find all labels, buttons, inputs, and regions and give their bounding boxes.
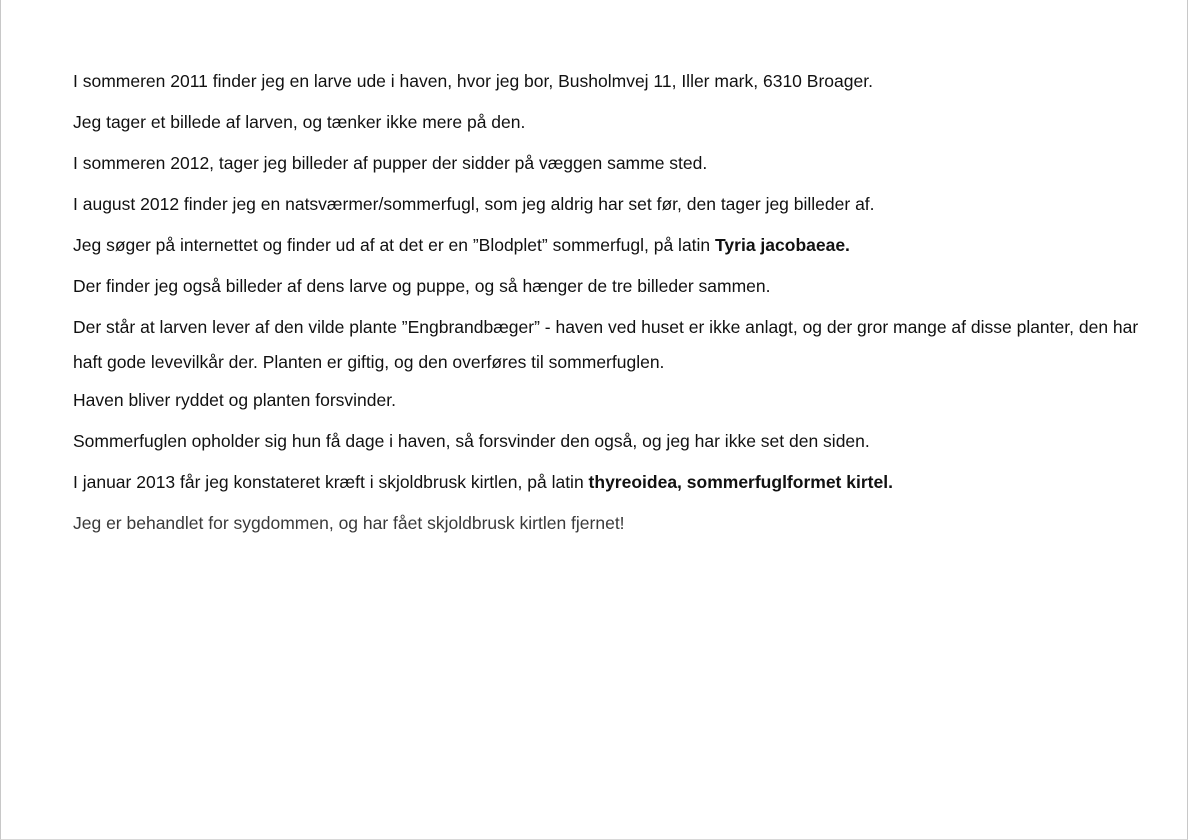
paragraph-2: Jeg tager et billede af larven, og tænker ikke mere på den.	[73, 112, 526, 132]
paragraph-3: I sommeren 2012, tager jeg billeder af pupper der sidder på væggen samme sted.	[73, 153, 708, 173]
paragraph-4: I august 2012 finder jeg en natsværmer/sommerfugl, som jeg aldrig har set før, den tager jeg billeder af.	[73, 194, 875, 214]
paragraph-5: Jeg søger på internettet og finder ud af at det er en ”Blodplet” sommerfugl, på latin Tyria jacobaeae.	[73, 235, 850, 255]
paragraph-8: Haven bliver ryddet og planten forsvinder.	[73, 390, 396, 410]
paragraph-10: I januar 2013 får jeg konstateret kræft i skjoldbrusk kirtlen, på latin thyreoidea, sommerfuglformet kirtel.	[73, 472, 893, 492]
latin-name-butterfly: Tyria jacobaeae.	[715, 235, 850, 255]
paragraph-7: Der står at larven lever af den vilde plante ”Engbrandbæger” - haven ved huset er ikke anlagt, og der gror mange af disse planter, den har haft gode levevilkår der. Planten er giftig, og den overføres til sommerfuglen.	[73, 317, 1139, 372]
document-body	[73, 68, 1153, 551]
latin-name-gland: thyreoidea, sommerfuglformet kirtel.	[588, 472, 893, 492]
paragraph-9: Sommerfuglen opholder sig hun få dage i haven, så forsvinder den også, og jeg har ikke set den siden.	[73, 431, 870, 451]
paragraph-6: Der finder jeg også billeder af dens larve og puppe, og så hænger de tre billeder sammen.	[73, 276, 771, 296]
paragraph-1: I sommeren 2011 finder jeg en larve ude i haven, hvor jeg bor, Busholmvej 11, Iller mark, 6310 Broager.	[73, 71, 873, 91]
paragraph-11: Jeg er behandlet for sygdommen, og har fået skjoldbrusk kirtlen fjernet!	[73, 513, 625, 533]
